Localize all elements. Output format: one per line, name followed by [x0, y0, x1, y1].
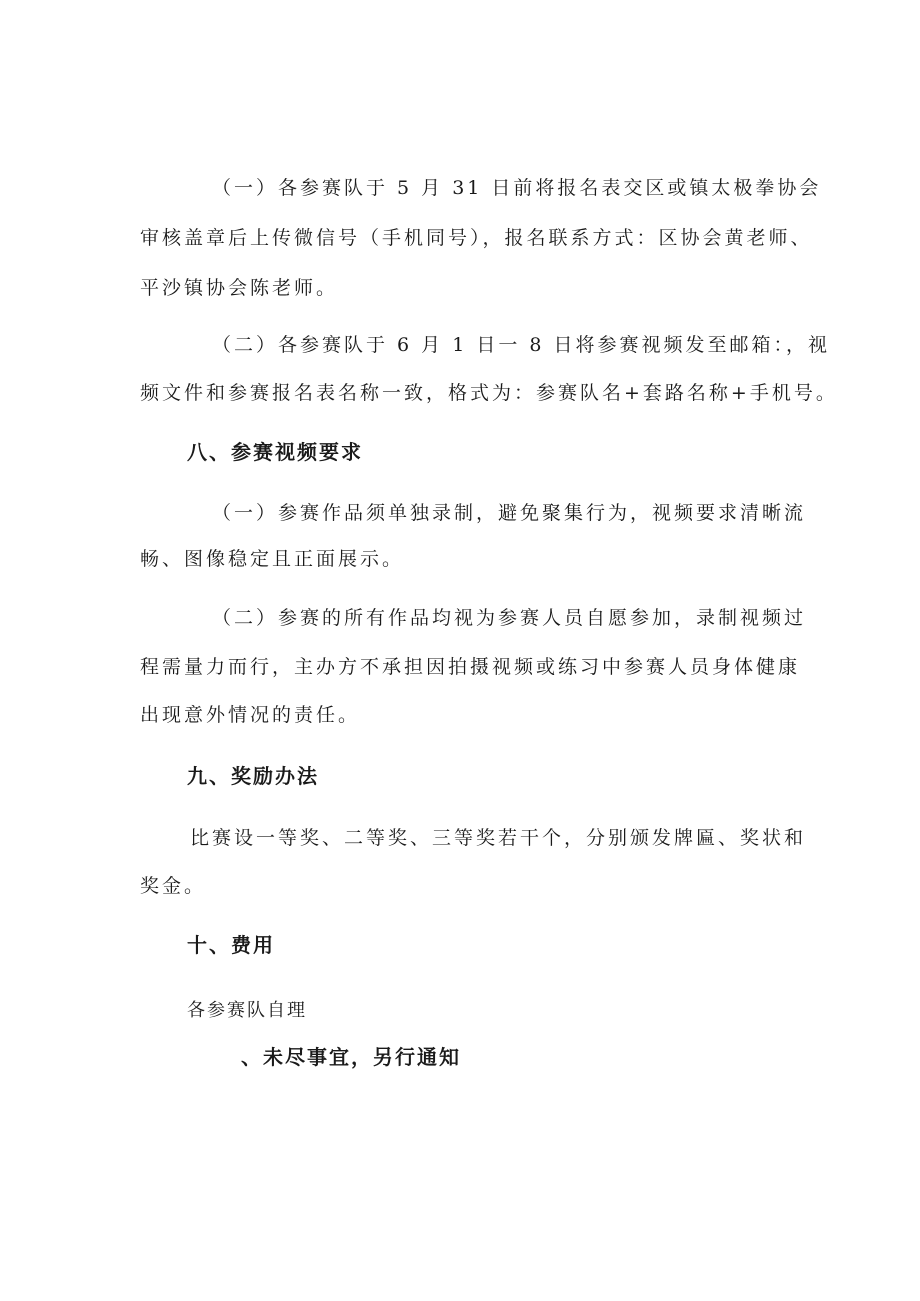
paragraph-video-req-1-line-1: （一）参赛作品须单独录制，避免聚集行为，视频要求清晰流: [212, 502, 807, 524]
paragraph-fees: 各参赛队自理: [187, 1000, 307, 1021]
section-heading-awards: 九、奖励办法: [187, 764, 319, 788]
paragraph-awards-line-2: 奖金。: [140, 875, 207, 897]
section-heading-other-matters: 、未尽事宜，另行通知: [241, 1045, 461, 1069]
section-heading-video-requirements: 八、参赛视频要求: [187, 440, 363, 464]
paragraph-video-submission-line-1: （二）各参赛队于 6 月 1 日一 8 日将参赛视频发至邮箱：，视: [212, 334, 831, 356]
paragraph-video-req-2-line-3: 出现意外情况的责任。: [140, 704, 361, 726]
section-heading-fees: 十、费用: [187, 933, 275, 957]
paragraph-video-req-1-line-2: 畅、图像稳定且正面展示。: [140, 548, 405, 570]
paragraph-video-req-2-line-1: （二）参赛的所有作品均视为参赛人员自愿参加，录制视频过: [212, 607, 807, 629]
paragraph-video-submission-line-2: 频文件和参赛报名表名称一致，格式为：参赛队名+套路名称+手机号。: [140, 382, 838, 404]
paragraph-registration-line-3: 平沙镇协会陈老师。: [140, 277, 339, 299]
paragraph-video-req-2-line-2: 程需量力而行，主办方不承担因拍摄视频或练习中参赛人员身体健康: [140, 656, 801, 678]
paragraph-awards-line-1: 比赛设一等奖、二等奖、三等奖若干个，分别颁发牌匾、奖状和: [190, 827, 807, 849]
paragraph-registration-line-1: （一）各参赛队于 5 月 31 日前将报名表交区或镇太极拳协会: [212, 177, 822, 199]
paragraph-registration-line-2: 审核盖章后上传微信号（手机同号），报名联系方式：区协会黄老师、: [140, 227, 813, 249]
